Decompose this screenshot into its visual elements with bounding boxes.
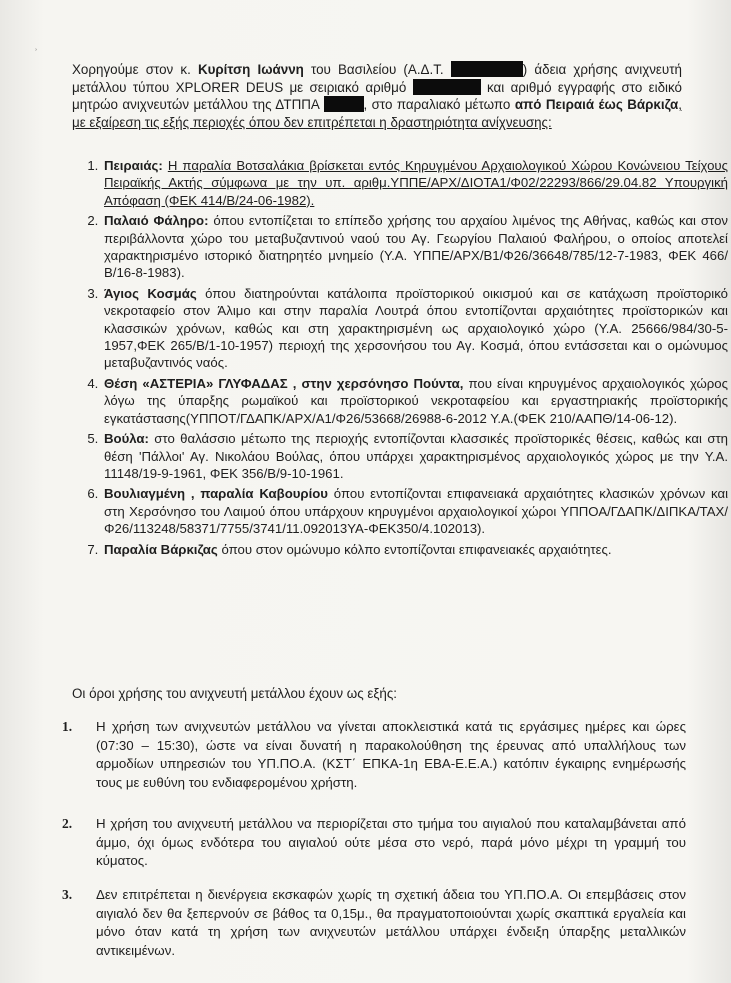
condition-3 [58, 886, 686, 960]
area-title: Πειραιάς: [104, 158, 163, 173]
punch-mark: ˒ [34, 40, 38, 54]
condition-number: 2. [62, 816, 73, 831]
area-text: όπου εντοπίζεται το επίπεδο χρήσης του αρχαίου λιμένος της Αθήνας, καθώς και στον περιβάλλοντα χώρο του μεταβυζαντινού ναού του Αγ. Γεωργίου Παλαιού Φαλήρου, ο οποίος αποτελεί χαρακτηρισμένο ιστορικό διατηρητέο μνημείο (Υ.Α. ΥΠΠΕ/ΑΡΧ/Β1/Φ26/36648/785/12-7-1983, ΦΕΚ 466/Β/16-8-1983). [104, 213, 728, 281]
area-text: στο θαλάσσιο μέτωπο της περιοχής εντοπίζονται κλασσικές προϊστορικές θέσεις, καθώς και στη θέση 'Πάλλοι' Αγ. Νικολάου Βούλας, όπου υπάρχει χαρακτηρισμένος αρχαιολογικός χώρος με την Υ.Α. 11148/19-9-1961, ΦΕΚ 356/Β/9-10-1961. [104, 431, 728, 481]
intro-text-2: του Βασιλείου (Α.Δ.Τ. [310, 62, 444, 77]
area-text: όπου διατηρούνται κατάλοιπα προϊστορικού οικισμού και σε κατάχωση προϊστορικό νεκροταφείο στον Άλιμο και στην παραλία Λουτρά όπου εντοπίζονται αρχαιότητες προϊστορικών και κλασσικών χρόνων, καθώς και στη χαρακτηρισμένη ως αρχαιολογικό χώρο (Υ.Α. 25666/984/30-5-1957,ΦΕΚ 265/Β/1-10-1957) περιοχή της χερσονήσου του Αγ. Κοσμά, όπου εντάσσεται και ο ομώνυμος μεταβυζαντινός ναός. [104, 285, 728, 371]
list-item [102, 212, 728, 282]
area-title: Παλαιό Φάληρο: [104, 213, 209, 229]
redacted-registry [324, 96, 364, 112]
area-text: Η παραλία Βοτσαλάκια βρίσκεται εντός Κηρυγμένου Αρχαιολογικού Χώρου Κονώνειου Τείχους Πειραϊκής Ακτής σύμφωνα με την υπ. αριθμ.ΥΠΠΕ/ΑΡΧ/ΔΙΟΤΑ1/Φ02/22293/866/29.04.82 Υπουργική Απόφαση (ΦΕΚ 414/Β/24-06-1982). [104, 158, 728, 208]
intro-text-6: , με εξαίρεση τις εξής περιοχές όπου δεν επιτρέπεται η δραστηριότητα ανίχνευσης: [72, 97, 682, 130]
condition-2 [58, 815, 686, 871]
intro-text-1: Χορηγούμε στον κ. [72, 62, 191, 77]
condition-text: Η χρήση των ανιχνευτών μετάλλου να γίνεται αποκλειστικά κατά τις εργάσιμες ημέρες και ώρες (07:30 – 15:30), ώστε να είναι δυνατή η παρακολούθηση της έρευνας από υπαλλήλους των αρμοδίων υπηρεσιών του ΥΠ.ΠΟ.Α. (ΚΣΤ΄ ΕΠΚΑ-1η ΕΒΑ-Ε.Ε.Α.) κατόπιν έγκαιρης ενημέρωσής τους με ευθύνη του ενδιαφερομένου χρήστη. [96, 719, 686, 790]
redacted-id [451, 61, 523, 77]
terms-heading: Οι όροι χρήσης του ανιχνευτή μετάλλου έχουν ως εξής: [72, 686, 398, 701]
grantee-name: Κυρίτση Ιωάννη [197, 62, 304, 77]
area-title: Θέση «ΑΣΤΕΡΙΑ» ΓΛΥΦΑΔΑΣ , στην χερσόνησο Πούντα, [104, 375, 464, 391]
condition-1 [58, 718, 686, 792]
route: από Πειραιά έως Βάρκιζα [514, 97, 679, 113]
condition-number: 1. [62, 719, 73, 734]
list-item [102, 541, 728, 558]
area-title: Βουλιαγμένη , παραλία Καβουρίου [104, 486, 328, 502]
list-item [102, 285, 728, 372]
redacted-serial [413, 79, 481, 95]
area-text: όπου στον ομώνυμο κόλπο εντοπίζονται επιφανειακές αρχαιότητες. [221, 541, 612, 557]
list-item [102, 430, 728, 482]
intro-text-3: ) άδεια χρήσης ανιχνευτή μετάλλου τύπου XPLORER DEUS με σειριακό αριθμό [72, 62, 682, 95]
excluded-areas-list [58, 157, 728, 561]
list-item [102, 375, 728, 427]
intro-paragraph [72, 61, 682, 131]
condition-number: 3. [62, 887, 73, 902]
area-title: Βούλα: [104, 431, 149, 447]
intro-text-4: και αριθμό εγγραφής στο ειδικό μητρώο ανιχνευτών μετάλλου της ΔΤΠΠΑ [72, 79, 682, 113]
area-title: Άγιος Κοσμάς [104, 285, 197, 301]
area-title: Παραλία Βάρκιζας [104, 541, 218, 557]
condition-text: Δεν επιτρέπεται η διενέργεια εκσκαφών χωρίς τη σχετική άδεια του ΥΠ.ΠΟ.Α. Οι επεμβάσεις στον αιγιαλό δεν θα ξεπερνούν σε βάθος τα 0,15μ., θα πραγματοποιούνται χωρίς σκαπτικά εργαλεία και μόνο όταν κατά τη χρήση των ανιχνευτών μετάλλου υπάρχει ένδειξη ύπαρξης μεταλλικών αντικειμένων. [96, 887, 686, 958]
list-item [102, 485, 728, 537]
condition-text: Η χρήση του ανιχνευτή μετάλλου να περιορίζεται στο τμήμα του αιγιαλού που καταλαμβάνεται από άμμο, όχι όμως ενδότερα του αιγιαλού ούτε μέσα στο νερό, παρά μόνο μέχρι τη γραμμή του κύματος. [96, 816, 686, 869]
area-text: που είναι κηρυγμένος αρχαιολογικός χώρος λόγω της ύπαρξης ρωμαϊκού και προϊστορικού νεκροταφείου και εργαστηριακής προϊστορικής εγκατάστασης(ΥΠΠΟΤ/ΓΔΑΠΚ/ΑΡΧ/Α1/Φ26/53668/26988-6-2012 Υ.Α.(ΦΕΚ 210/ΑΑΠΘ/14-06-12). [104, 375, 729, 426]
list-item [102, 157, 728, 209]
area-text: όπου εντοπίζονται επιφανειακά αρχαιότητες κλασικών χρόνων και στη Χερσόνησο του Λαιμού όπου υπάρχουν κηρυγμένοι αρχαιολογικοί χώροι ΥΠΠΟΑ/ΓΔΑΠΚ/ΔΙΠΚΑ/ΤΑΧ/Φ26/113248/58371/7755/3741/11.092013ΥΑ-ΦΕΚ350/4.102013). [104, 486, 728, 537]
intro-text-5: , στο παραλιακό μέτωπο [363, 97, 511, 113]
